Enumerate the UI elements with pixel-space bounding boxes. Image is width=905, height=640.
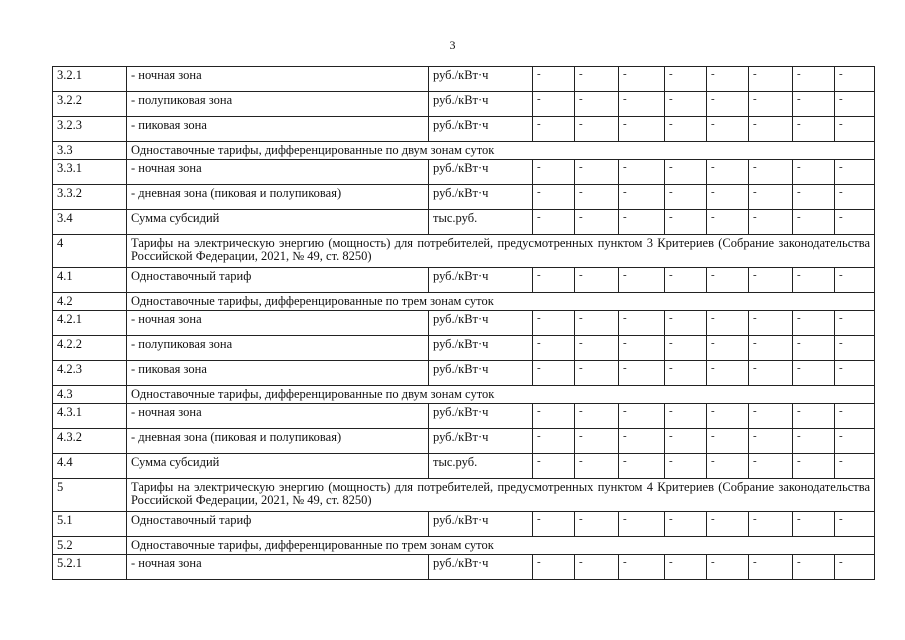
value-cell: - <box>749 160 793 185</box>
row-unit: руб./кВт·ч <box>429 185 533 210</box>
value-cell: - <box>707 311 749 336</box>
value-cell: - <box>533 429 575 454</box>
table-row <box>53 67 875 92</box>
value-cell: - <box>793 210 835 235</box>
value-cell: - <box>619 512 665 537</box>
value-cell: - <box>575 336 619 361</box>
value-cell: - <box>749 311 793 336</box>
value-cell: - <box>749 512 793 537</box>
page-number: 3 <box>449 38 456 52</box>
value-cell: - <box>619 404 665 429</box>
value-cell: - <box>835 404 875 429</box>
value-cell: - <box>619 454 665 479</box>
table-row <box>53 404 875 429</box>
section-heading: Одноставочные тарифы, дифференцированные по двум зонам суток <box>127 142 875 160</box>
table-row <box>53 386 875 404</box>
table-row <box>53 512 875 537</box>
value-cell: - <box>793 555 835 580</box>
row-code: 4 <box>53 235 127 268</box>
row-name: - ночная зона <box>127 67 429 92</box>
value-cell: - <box>575 210 619 235</box>
value-cell: - <box>665 185 707 210</box>
value-cell: - <box>707 117 749 142</box>
section-heading: Тарифы на электрическую энергию (мощность) для потребителей, предусмотренных пунктом 3 Критериев (Собрание законодательства Российской Федерации, 2021, № 49, ст. 8250) <box>127 235 875 268</box>
value-cell: - <box>835 185 875 210</box>
section-heading: Одноставочные тарифы, дифференцированные по трем зонам суток <box>127 293 875 311</box>
value-cell: - <box>575 404 619 429</box>
value-cell: - <box>793 404 835 429</box>
value-cell: - <box>575 311 619 336</box>
value-cell: - <box>575 555 619 580</box>
value-cell: - <box>707 429 749 454</box>
section-heading: Тарифы на электрическую энергию (мощность) для потребителей, предусмотренных пунктом 4 Критериев (Собрание законодательства Российской Федерации, 2021, № 49, ст. 8250) <box>127 479 875 512</box>
row-unit: руб./кВт·ч <box>429 92 533 117</box>
value-cell: - <box>835 336 875 361</box>
value-cell: - <box>707 361 749 386</box>
row-name: - ночная зона <box>127 160 429 185</box>
row-unit: руб./кВт·ч <box>429 117 533 142</box>
value-cell: - <box>533 361 575 386</box>
value-cell: - <box>575 92 619 117</box>
tariff-table <box>52 66 875 580</box>
row-code: 4.1 <box>53 268 127 293</box>
value-cell: - <box>575 117 619 142</box>
value-cell: - <box>619 210 665 235</box>
value-cell: - <box>575 160 619 185</box>
row-name: - полупиковая зона <box>127 92 429 117</box>
value-cell: - <box>619 555 665 580</box>
row-unit: руб./кВт·ч <box>429 160 533 185</box>
value-cell: - <box>835 454 875 479</box>
value-cell: - <box>533 210 575 235</box>
value-cell: - <box>533 336 575 361</box>
row-unit: руб./кВт·ч <box>429 311 533 336</box>
value-cell: - <box>749 268 793 293</box>
value-cell: - <box>665 429 707 454</box>
value-cell: - <box>749 361 793 386</box>
row-code: 5.2.1 <box>53 555 127 580</box>
row-name: Сумма субсидий <box>127 210 429 235</box>
row-name: - пиковая зона <box>127 361 429 386</box>
section-heading: Одноставочные тарифы, дифференцированные по трем зонам суток <box>127 537 875 555</box>
row-code: 4.2 <box>53 293 127 311</box>
row-code: 3.4 <box>53 210 127 235</box>
value-cell: - <box>665 555 707 580</box>
row-unit: руб./кВт·ч <box>429 429 533 454</box>
value-cell: - <box>665 268 707 293</box>
row-name: - дневная зона (пиковая и полупиковая) <box>127 429 429 454</box>
value-cell: - <box>793 160 835 185</box>
table-row <box>53 361 875 386</box>
value-cell: - <box>793 67 835 92</box>
row-unit: руб./кВт·ч <box>429 555 533 580</box>
value-cell: - <box>707 160 749 185</box>
value-cell: - <box>575 185 619 210</box>
value-cell: - <box>619 117 665 142</box>
table-row <box>53 92 875 117</box>
value-cell: - <box>793 512 835 537</box>
row-code: 5.1 <box>53 512 127 537</box>
section-heading: Одноставочные тарифы, дифференцированные по двум зонам суток <box>127 386 875 404</box>
value-cell: - <box>665 404 707 429</box>
row-unit: руб./кВт·ч <box>429 268 533 293</box>
row-unit: руб./кВт·ч <box>429 512 533 537</box>
value-cell: - <box>575 454 619 479</box>
table-row <box>53 293 875 311</box>
value-cell: - <box>707 336 749 361</box>
value-cell: - <box>665 454 707 479</box>
row-unit: руб./кВт·ч <box>429 67 533 92</box>
table-row <box>53 235 875 268</box>
value-cell: - <box>749 67 793 92</box>
value-cell: - <box>707 454 749 479</box>
row-name: Сумма субсидий <box>127 454 429 479</box>
value-cell: - <box>793 429 835 454</box>
value-cell: - <box>749 336 793 361</box>
value-cell: - <box>793 117 835 142</box>
row-code: 3.2.3 <box>53 117 127 142</box>
row-unit: руб./кВт·ч <box>429 336 533 361</box>
value-cell: - <box>619 67 665 92</box>
table-row <box>53 537 875 555</box>
value-cell: - <box>619 160 665 185</box>
row-name: - ночная зона <box>127 311 429 336</box>
row-code: 5 <box>53 479 127 512</box>
value-cell: - <box>835 311 875 336</box>
value-cell: - <box>835 429 875 454</box>
value-cell: - <box>793 311 835 336</box>
value-cell: - <box>835 117 875 142</box>
row-unit: тыс.руб. <box>429 210 533 235</box>
row-code: 3.3.2 <box>53 185 127 210</box>
row-unit: руб./кВт·ч <box>429 361 533 386</box>
value-cell: - <box>533 160 575 185</box>
value-cell: - <box>575 67 619 92</box>
table-row <box>53 160 875 185</box>
value-cell: - <box>533 512 575 537</box>
row-code: 5.2 <box>53 537 127 555</box>
row-name: Одноставочный тариф <box>127 512 429 537</box>
value-cell: - <box>707 210 749 235</box>
table-row <box>53 454 875 479</box>
value-cell: - <box>619 336 665 361</box>
value-cell: - <box>533 92 575 117</box>
row-code: 3.3.1 <box>53 160 127 185</box>
value-cell: - <box>707 92 749 117</box>
value-cell: - <box>619 92 665 117</box>
row-name: Одноставочный тариф <box>127 268 429 293</box>
row-code: 4.3.1 <box>53 404 127 429</box>
row-unit: тыс.руб. <box>429 454 533 479</box>
value-cell: - <box>619 429 665 454</box>
value-cell: - <box>835 67 875 92</box>
value-cell: - <box>665 512 707 537</box>
row-code: 4.3.2 <box>53 429 127 454</box>
value-cell: - <box>665 160 707 185</box>
value-cell: - <box>575 268 619 293</box>
value-cell: - <box>533 67 575 92</box>
value-cell: - <box>533 404 575 429</box>
row-code: 4.4 <box>53 454 127 479</box>
value-cell: - <box>665 117 707 142</box>
value-cell: - <box>793 336 835 361</box>
table-row <box>53 142 875 160</box>
value-cell: - <box>835 512 875 537</box>
value-cell: - <box>835 210 875 235</box>
value-cell: - <box>707 67 749 92</box>
value-cell: - <box>749 210 793 235</box>
value-cell: - <box>793 268 835 293</box>
table-row <box>53 311 875 336</box>
row-code: 3.2.2 <box>53 92 127 117</box>
value-cell: - <box>793 92 835 117</box>
table-row <box>53 210 875 235</box>
value-cell: - <box>665 311 707 336</box>
value-cell: - <box>533 268 575 293</box>
value-cell: - <box>533 185 575 210</box>
row-code: 4.2.2 <box>53 336 127 361</box>
value-cell: - <box>575 512 619 537</box>
row-code: 3.3 <box>53 142 127 160</box>
value-cell: - <box>533 117 575 142</box>
value-cell: - <box>665 92 707 117</box>
row-name: - ночная зона <box>127 555 429 580</box>
value-cell: - <box>619 361 665 386</box>
table-row <box>53 555 875 580</box>
value-cell: - <box>575 361 619 386</box>
value-cell: - <box>749 404 793 429</box>
row-name: - ночная зона <box>127 404 429 429</box>
value-cell: - <box>665 67 707 92</box>
value-cell: - <box>793 361 835 386</box>
value-cell: - <box>835 555 875 580</box>
row-code: 4.2.3 <box>53 361 127 386</box>
value-cell: - <box>749 429 793 454</box>
value-cell: - <box>707 404 749 429</box>
row-name: - полупиковая зона <box>127 336 429 361</box>
table-row <box>53 479 875 512</box>
value-cell: - <box>835 361 875 386</box>
value-cell: - <box>619 268 665 293</box>
value-cell: - <box>749 92 793 117</box>
value-cell: - <box>749 555 793 580</box>
value-cell: - <box>707 268 749 293</box>
value-cell: - <box>619 185 665 210</box>
value-cell: - <box>575 429 619 454</box>
row-code: 3.2.1 <box>53 67 127 92</box>
row-code: 4.2.1 <box>53 311 127 336</box>
value-cell: - <box>707 185 749 210</box>
value-cell: - <box>793 185 835 210</box>
value-cell: - <box>533 555 575 580</box>
table-row <box>53 185 875 210</box>
value-cell: - <box>665 336 707 361</box>
value-cell: - <box>835 160 875 185</box>
table-row <box>53 117 875 142</box>
value-cell: - <box>665 210 707 235</box>
value-cell: - <box>707 555 749 580</box>
value-cell: - <box>835 268 875 293</box>
row-code: 4.3 <box>53 386 127 404</box>
value-cell: - <box>835 92 875 117</box>
value-cell: - <box>749 185 793 210</box>
value-cell: - <box>619 311 665 336</box>
value-cell: - <box>533 454 575 479</box>
row-name: - пиковая зона <box>127 117 429 142</box>
table-row <box>53 429 875 454</box>
value-cell: - <box>749 117 793 142</box>
table-row <box>53 336 875 361</box>
value-cell: - <box>793 454 835 479</box>
value-cell: - <box>665 361 707 386</box>
row-name: - дневная зона (пиковая и полупиковая) <box>127 185 429 210</box>
row-unit: руб./кВт·ч <box>429 404 533 429</box>
value-cell: - <box>749 454 793 479</box>
value-cell: - <box>533 311 575 336</box>
table-row <box>53 268 875 293</box>
value-cell: - <box>707 512 749 537</box>
